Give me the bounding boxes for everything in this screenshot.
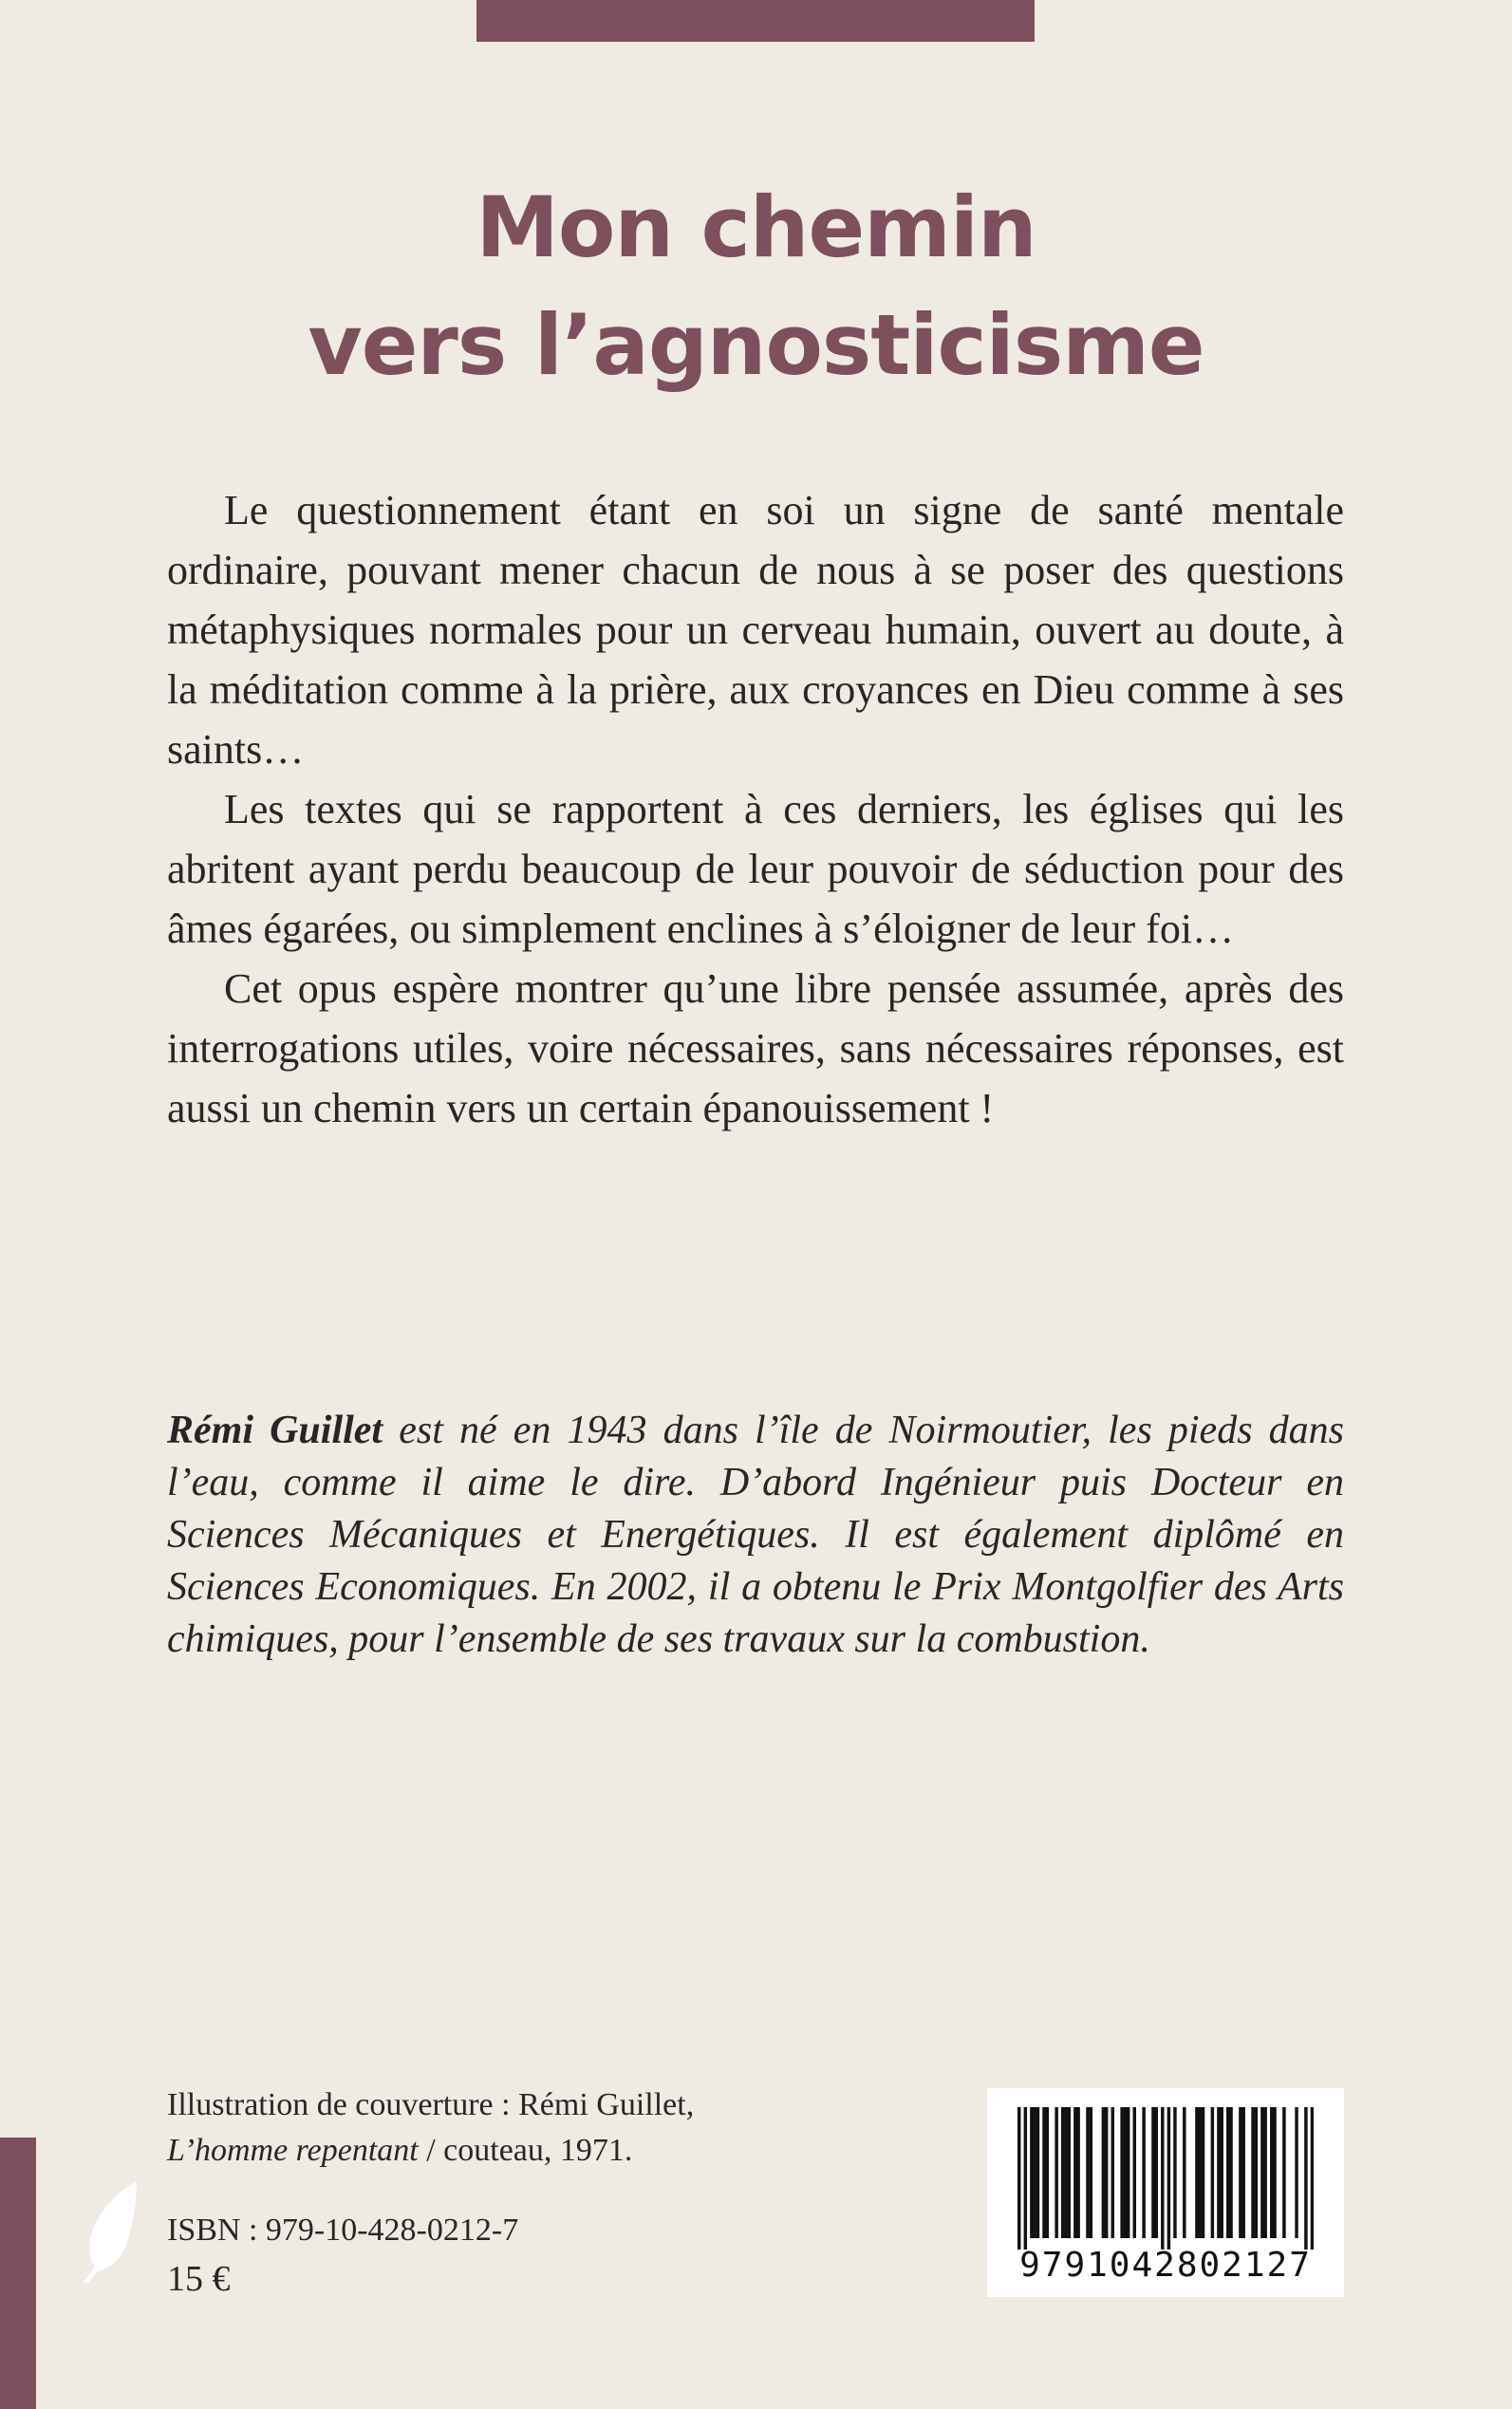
barcode-bar xyxy=(1124,2107,1127,2238)
barcode-bar xyxy=(1073,2107,1076,2238)
barcode-bar xyxy=(1183,2107,1185,2238)
barcode-bar xyxy=(1076,2107,1079,2238)
barcode-bar xyxy=(1061,2107,1064,2238)
barcode-bar xyxy=(1042,2107,1045,2238)
barcode-bar xyxy=(1142,2107,1145,2238)
barcode-bar xyxy=(1211,2107,1214,2238)
barcode-bar xyxy=(1198,2107,1201,2238)
credit-line-2 xyxy=(167,2128,831,2174)
barcode-bar xyxy=(1282,2107,1285,2238)
barcode-bar xyxy=(1105,2107,1108,2238)
author-bio xyxy=(167,1405,1344,1666)
barcode-bar xyxy=(1270,2107,1273,2238)
author-bio-text: est né en 1943 dans l’île de Noirmoutier, les pieds dans l’eau, comme il aime le dire. D’abord Ingénieur puis Docteur en Sciences Mécaniques et Energétiques. Il est également diplômé en Sciences Economiques. En 2002, il a obtenu le Prix Montgolfier des Arts chimiques, pour l’ensemble de ses travaux sur la combustion. xyxy=(167,1409,1344,1661)
barcode-bar xyxy=(1055,2107,1057,2238)
title-line-1: Mon chemin xyxy=(476,178,1036,276)
barcode-bar xyxy=(1273,2107,1276,2238)
barcode-bar xyxy=(1155,2107,1158,2238)
barcode-bar xyxy=(1202,2107,1204,2238)
blurb-paragraph-3: Cet opus espère montrer qu’une libre pensée assumée, après des interrogations utiles, voire nécessaires, sans nécessaires réponses, est aussi un chemin vers un certain épanouissement ! xyxy=(167,965,1344,1131)
barcode-bar xyxy=(1255,2107,1258,2238)
barcode-bar xyxy=(1226,2107,1229,2238)
cover-illustration-credit xyxy=(167,2082,831,2174)
barcode-digits: 9791042802127 xyxy=(1019,2246,1312,2285)
artwork-medium: / couteau, 1971. xyxy=(418,2133,633,2168)
barcode-bar xyxy=(1111,2107,1114,2238)
book-title xyxy=(0,169,1512,404)
isbn-number: ISBN : 979-10-428-0212-7 xyxy=(167,2213,519,2248)
barcode-bar xyxy=(1220,2107,1223,2238)
artwork-title: L’homme repentant xyxy=(167,2133,419,2168)
barcode-bar xyxy=(1090,2107,1092,2238)
quill-icon xyxy=(78,2179,144,2284)
barcode-bar xyxy=(1068,2107,1071,2238)
barcode-bar xyxy=(1017,2107,1020,2250)
barcode-bar xyxy=(1195,2107,1198,2238)
book-price: 15 € xyxy=(167,2259,231,2299)
barcode-bar xyxy=(1173,2107,1176,2238)
barcode-bar xyxy=(1295,2107,1297,2238)
spine-accent-strip xyxy=(0,2138,36,2409)
barcode-bar xyxy=(1311,2107,1314,2250)
blurb-paragraph-2: Les textes qui se rapportent à ces derniers, les églises qui les abritent ayant perdu beaucoup de leur pouvoir de séduction pour des âmes égarées, ou simplement enclines à s’éloigner de leur foi… xyxy=(167,786,1344,952)
barcode-bar xyxy=(1064,2107,1067,2238)
barcode-bar xyxy=(1046,2107,1049,2238)
barcode-bar xyxy=(1241,2107,1244,2238)
barcode-bar xyxy=(1239,2107,1241,2238)
book-blurb xyxy=(167,480,1344,1138)
credit-line-1: Illustration de couverture : Rémi Guillet, xyxy=(167,2087,695,2122)
barcode-bar xyxy=(1260,2107,1263,2238)
barcode-bar xyxy=(1133,2107,1136,2238)
barcode-bar xyxy=(1102,2107,1105,2238)
author-name: Rémi Guillet xyxy=(167,1409,383,1452)
blurb-paragraph-1: Le questionnement étant en soi un signe de santé mentale ordinaire, pouvant mener chacun de nous à se poser des questions métaphysiques normales pour un cerveau humain, ouvert au doute, à la méditation comme à la prière, aux croyances en Dieu comme à ses saints… xyxy=(167,487,1344,773)
barcode-bar xyxy=(1167,2107,1170,2250)
barcode-bar xyxy=(1127,2107,1129,2238)
barcode-bar xyxy=(1120,2107,1123,2238)
barcode-bar xyxy=(1033,2107,1036,2238)
barcode-bar xyxy=(1251,2107,1254,2238)
barcode-bar xyxy=(1217,2107,1220,2238)
barcode-bar xyxy=(1229,2107,1232,2238)
barcode-bar xyxy=(1024,2107,1027,2250)
title-line-2: vers l’agnosticisme xyxy=(308,296,1204,394)
barcode-bar xyxy=(1151,2107,1154,2238)
barcode-bar xyxy=(1086,2107,1089,2238)
barcode-bar xyxy=(1030,2107,1033,2238)
barcode-bar xyxy=(1036,2107,1039,2238)
barcode-bar xyxy=(1263,2107,1266,2238)
top-accent-bar xyxy=(476,0,1035,42)
barcode-bar xyxy=(1161,2107,1164,2250)
barcode-bar xyxy=(1304,2107,1307,2250)
barcode-bars xyxy=(1017,2107,1314,2250)
barcode xyxy=(987,2088,1344,2297)
